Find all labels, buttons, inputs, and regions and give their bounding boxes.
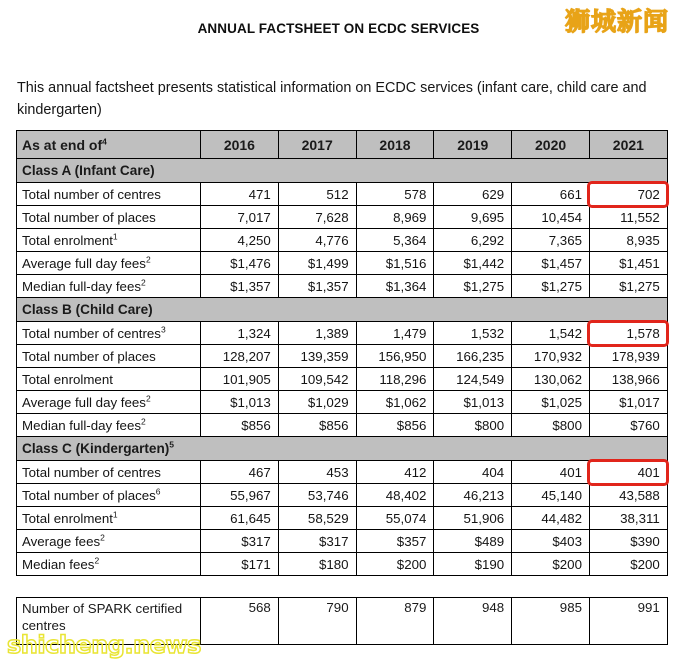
superscript-marker: 3 xyxy=(160,324,166,335)
data-cell: 4,250 xyxy=(201,229,279,252)
section-header-row xyxy=(17,159,668,183)
data-cell: $390 xyxy=(589,530,667,553)
data-cell: $200 xyxy=(512,553,590,576)
data-cell: $1,499 xyxy=(278,252,356,275)
data-cell: $1,275 xyxy=(434,275,512,298)
data-cell: 53,746 xyxy=(278,484,356,507)
header-cell-year-2017: 2017 xyxy=(278,131,356,159)
data-cell: $200 xyxy=(356,553,434,576)
superscript-marker: 1 xyxy=(112,231,118,242)
data-cell: 1,324 xyxy=(201,322,279,345)
superscript-marker: 4 xyxy=(102,135,107,146)
data-cell: 38,311 xyxy=(589,507,667,530)
data-cell: $1,275 xyxy=(512,275,590,298)
superscript-marker: 2 xyxy=(145,254,151,265)
table-row xyxy=(17,206,668,229)
row-label: Total number of centres$^3$ xyxy=(17,322,201,345)
data-cell: $489 xyxy=(434,530,512,553)
data-cell: $1,516 xyxy=(356,252,434,275)
row-label: Total enrolment$^1$ xyxy=(17,229,201,252)
table-row xyxy=(17,368,668,391)
data-cell: 45,140 xyxy=(512,484,590,507)
data-cell: $200 xyxy=(589,553,667,576)
row-label: Total number of centres xyxy=(17,461,201,484)
data-cell: $1,357 xyxy=(278,275,356,298)
data-cell: $1,062 xyxy=(356,391,434,414)
data-cell: 702 xyxy=(589,183,667,206)
data-cell: 55,074 xyxy=(356,507,434,530)
data-cell: 124,549 xyxy=(434,368,512,391)
data-cell: 101,905 xyxy=(201,368,279,391)
data-cell: $1,013 xyxy=(201,391,279,414)
spark-data-cell: 948 xyxy=(434,598,512,645)
intro-paragraph: This annual factsheet presents statistical information on ECDC services (infant care, child care and kindergarten) xyxy=(17,80,647,119)
data-cell: 48,402 xyxy=(356,484,434,507)
header-cell-rowlabel: As at end $of^4$ xyxy=(17,131,201,159)
data-cell: 139,359 xyxy=(278,345,356,368)
data-cell: 1,578 xyxy=(589,322,667,345)
data-cell: 156,950 xyxy=(356,345,434,368)
data-cell: 404 xyxy=(434,461,512,484)
data-cell: $800 xyxy=(512,414,590,437)
data-cell: 138,966 xyxy=(589,368,667,391)
data-cell: 43,588 xyxy=(589,484,667,507)
superscript-marker: 5 xyxy=(169,439,175,450)
header-cell-year-2020: 2020 xyxy=(512,131,590,159)
data-cell: 578 xyxy=(356,183,434,206)
ecdc-statistics-table xyxy=(16,130,668,576)
table-body xyxy=(17,131,668,576)
header-cell-year-2021: 2021 xyxy=(589,131,667,159)
data-cell: $1,357 xyxy=(201,275,279,298)
data-cell: $317 xyxy=(278,530,356,553)
table-row xyxy=(17,252,668,275)
superscript-marker: 2 xyxy=(94,555,100,566)
data-cell: 467 xyxy=(201,461,279,484)
data-cell: $760 xyxy=(589,414,667,437)
data-cell: 178,939 xyxy=(589,345,667,368)
data-cell: 1,479 xyxy=(356,322,434,345)
section-header-row xyxy=(17,437,668,461)
data-cell: $1,013 xyxy=(434,391,512,414)
row-label: Total enrolment xyxy=(17,368,201,391)
data-cell: 170,932 xyxy=(512,345,590,368)
data-cell: 61,645 xyxy=(201,507,279,530)
row-label: Average full day fees$^2$ xyxy=(17,391,201,414)
data-cell: $856 xyxy=(278,414,356,437)
data-cell: $1,442 xyxy=(434,252,512,275)
section-title-3: Class C (Kindergarten)$^5$ xyxy=(17,437,668,461)
table-row xyxy=(17,391,668,414)
superscript-marker: 6 xyxy=(155,486,161,497)
superscript-marker: 2 xyxy=(141,416,146,427)
data-cell: 401 xyxy=(589,461,667,484)
data-cell: 661 xyxy=(512,183,590,206)
data-cell: 1,389 xyxy=(278,322,356,345)
data-cell: 7,365 xyxy=(512,229,590,252)
data-cell: $1,364 xyxy=(356,275,434,298)
data-cell: 8,935 xyxy=(589,229,667,252)
header-cell-year-2016: 2016 xyxy=(201,131,279,159)
row-label: Median full-day fees$^2$ xyxy=(17,275,201,298)
data-cell: 109,542 xyxy=(278,368,356,391)
data-cell: 44,482 xyxy=(512,507,590,530)
superscript-marker: 2 xyxy=(145,393,151,404)
spark-data-cell: 985 xyxy=(512,598,590,645)
data-cell: $1,476 xyxy=(201,252,279,275)
data-cell: 1,542 xyxy=(512,322,590,345)
data-cell: 7,628 xyxy=(278,206,356,229)
row-label: Total number of places$^6$ xyxy=(17,484,201,507)
table-row xyxy=(17,229,668,252)
data-cell: 512 xyxy=(278,183,356,206)
section-title-1: Class A (Infant Care) xyxy=(17,159,668,183)
data-cell: 7,017 xyxy=(201,206,279,229)
row-label: Total number of centres xyxy=(17,183,201,206)
spark-data-cell: 879 xyxy=(356,598,434,645)
data-cell: $1,275 xyxy=(589,275,667,298)
data-cell: 46,213 xyxy=(434,484,512,507)
header-cell-year-2018: 2018 xyxy=(356,131,434,159)
data-cell: $317 xyxy=(201,530,279,553)
data-cell: 118,296 xyxy=(356,368,434,391)
data-cell: $856 xyxy=(356,414,434,437)
spark-data-cell: 790 xyxy=(278,598,356,645)
data-cell: $1,451 xyxy=(589,252,667,275)
data-cell: 11,552 xyxy=(589,206,667,229)
table-row xyxy=(17,461,668,484)
superscript-marker: 2 xyxy=(141,277,146,288)
data-cell: 10,454 xyxy=(512,206,590,229)
data-cell: $180 xyxy=(278,553,356,576)
spark-row-label: Number of SPARK certified centres xyxy=(17,598,201,645)
table-header-row xyxy=(17,131,668,159)
table-row xyxy=(17,553,668,576)
data-cell: 4,776 xyxy=(278,229,356,252)
data-cell: $856 xyxy=(201,414,279,437)
section-header-row xyxy=(17,298,668,322)
table-row xyxy=(17,414,668,437)
table-row xyxy=(17,507,668,530)
row-label: Median full-day fees$^2$ xyxy=(17,414,201,437)
data-cell: $190 xyxy=(434,553,512,576)
row-label: Total enrolment$^1$ xyxy=(17,507,201,530)
data-cell: $800 xyxy=(434,414,512,437)
section-title-2: Class B (Child Care) xyxy=(17,298,668,322)
data-cell: $1,457 xyxy=(512,252,590,275)
data-cell: 166,235 xyxy=(434,345,512,368)
data-cell: 55,967 xyxy=(201,484,279,507)
table-row xyxy=(17,530,668,553)
row-label: Average fees$^2$ xyxy=(17,530,201,553)
header-cell-year-2019: 2019 xyxy=(434,131,512,159)
data-cell: 128,207 xyxy=(201,345,279,368)
data-cell: 401 xyxy=(512,461,590,484)
data-cell: 130,062 xyxy=(512,368,590,391)
row-label: Average full day fees$^2$ xyxy=(17,252,201,275)
table-row xyxy=(17,183,668,206)
table-row xyxy=(17,322,668,345)
spark-data-cell: 568 xyxy=(201,598,279,645)
data-cell: 51,906 xyxy=(434,507,512,530)
page-title: ANNUAL FACTSHEET ON ECDC SERVICES xyxy=(197,21,480,36)
data-cell: 5,364 xyxy=(356,229,434,252)
data-cell: $403 xyxy=(512,530,590,553)
row-label: Total number of places xyxy=(17,345,201,368)
data-cell: $171 xyxy=(201,553,279,576)
top-right-watermark: 狮城新闻 xyxy=(564,7,669,36)
data-cell: 58,529 xyxy=(278,507,356,530)
data-cell: 8,969 xyxy=(356,206,434,229)
data-cell: 9,695 xyxy=(434,206,512,229)
data-cell: 412 xyxy=(356,461,434,484)
data-cell: 1,532 xyxy=(434,322,512,345)
bottom-left-watermark: shicheng.news xyxy=(7,631,201,659)
data-cell: 471 xyxy=(201,183,279,206)
row-label: Median fees$^2$ xyxy=(17,553,201,576)
row-label: Total number of places xyxy=(17,206,201,229)
table-row xyxy=(17,345,668,368)
table-row xyxy=(17,484,668,507)
data-cell: $1,029 xyxy=(278,391,356,414)
superscript-marker: 1 xyxy=(112,509,118,520)
table-row xyxy=(17,275,668,298)
data-cell: 629 xyxy=(434,183,512,206)
data-cell: $1,017 xyxy=(589,391,667,414)
superscript-marker: 2 xyxy=(100,532,105,543)
data-cell: 6,292 xyxy=(434,229,512,252)
data-cell: $357 xyxy=(356,530,434,553)
data-cell: $1,025 xyxy=(512,391,590,414)
data-cell: 453 xyxy=(278,461,356,484)
spark-data-cell: 991 xyxy=(589,598,667,645)
